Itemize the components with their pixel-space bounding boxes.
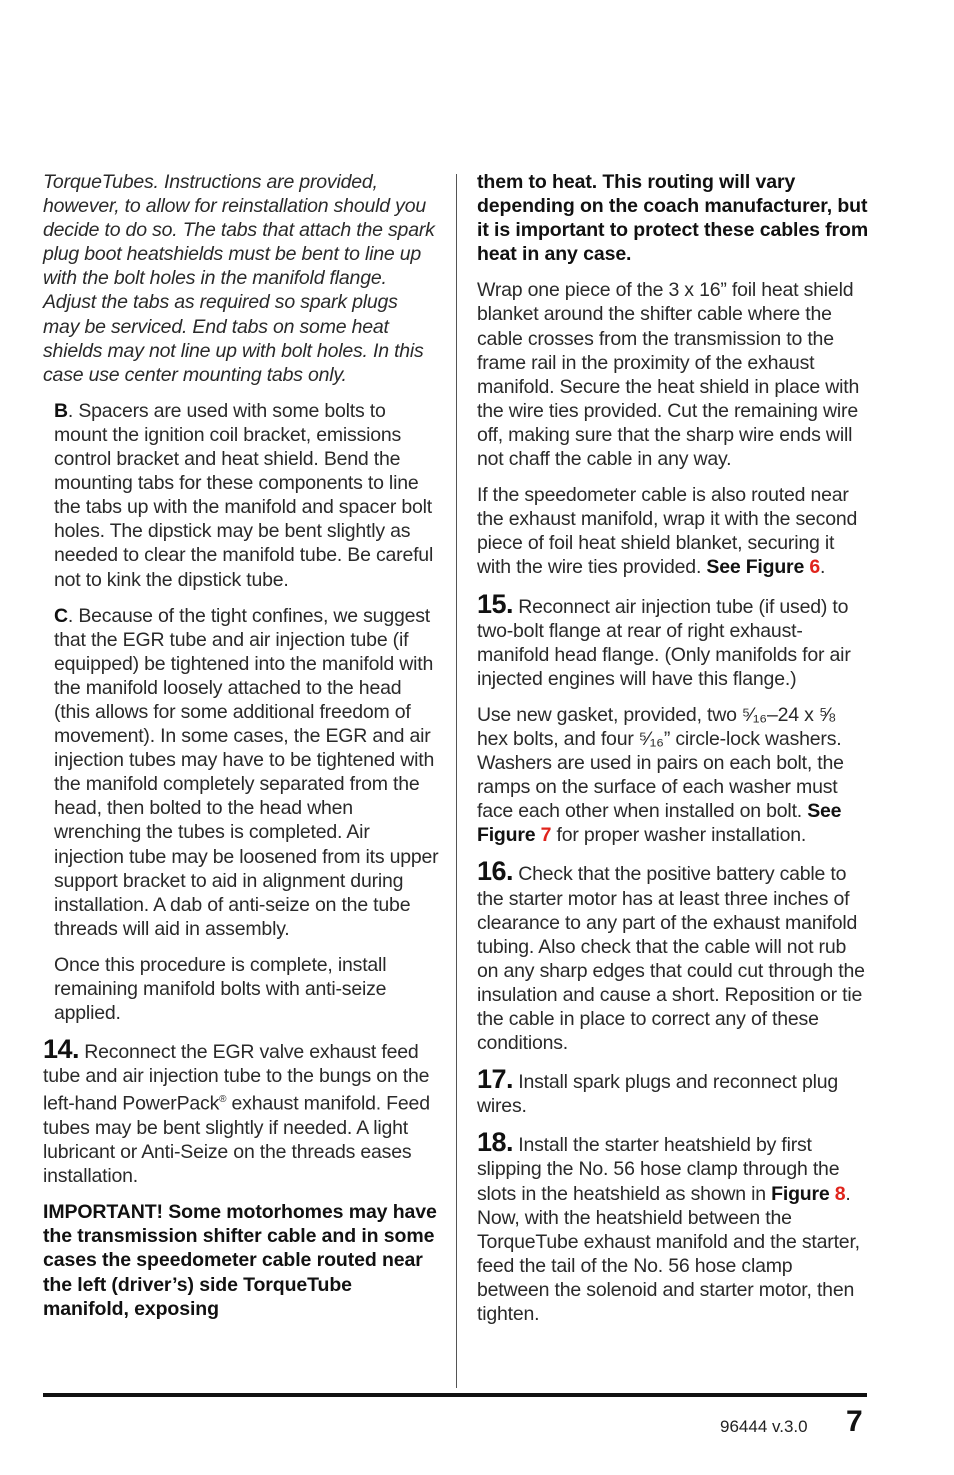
step-15-text: Reconnect air injection tube (if used) to two-bolt flange at rear of right exhaust-manifold head flange. (Only manifolds for air injected engines will have this flange.) <box>477 595 851 690</box>
step-17-text: Install spark plugs and reconnect plug wires. <box>477 1071 839 1118</box>
gasket-text: Use new gasket, provided, two ⁵⁄₁₆–24 x ⅝ hex bolts, and four ⁵⁄₁₆” circle-lock washers. Washers are used in pairs on each bolt, the ramps on the surface of each washer must face each other when installed on bolt. <box>477 703 844 823</box>
wrap-paragraph: Wrap one piece of the 3 x 16” foil heat shield blanket around the shifter cable where the cable crosses from the transmission to the frame rail in the proximity of the exhaust manifold. Secure the heat shield in place with the wire ties provided. Cut the remaining wire off, making sure that the sharp wire ends will not chaff the cable in any way. <box>477 279 860 471</box>
step-18-paragraph <box>477 1127 869 1326</box>
important-notice-continued: them to heat. This routing will vary depending on the coach manufacturer, but it is important to protect these cables from heat in any case. <box>477 171 869 266</box>
step-14-paragraph <box>43 1034 439 1188</box>
right-column <box>477 170 869 1338</box>
registered-mark: ® <box>219 1094 227 1106</box>
once-paragraph: Once this procedure is complete, install remaining manifold bolts with anti-seize applied. <box>54 953 387 1025</box>
gasket-end: for proper washer installation. <box>551 824 807 847</box>
step-c-label: C <box>54 604 68 627</box>
footer-rule <box>43 1393 867 1397</box>
speedometer-end: . <box>819 556 826 579</box>
step-17-paragraph <box>477 1064 869 1118</box>
step-16-paragraph <box>477 856 869 1055</box>
step-c-paragraph <box>43 604 439 941</box>
step-14-text-b: exhaust manifold. Feed tubes may be bent slightly if needed. A light lubricant or Anti-Seize on the threads eases installation. <box>43 1092 430 1188</box>
see-figure-6-label: See Figure <box>706 556 810 579</box>
step-c-text: . Because of the tight confines, we suggest that the EGR tube and air injection tube (if equipped) be tightened into the manifold with the manifold loosely attached to the head (this allows for some additional freedom of movement). In some cases, the EGR and air injection tubes may have to be tightened with the manifold completely separated from the head, then bolted to the head when wrenching the tubes is completed. Air injection tube may be loosened from its upper support bracket to aid in alignment during installation. A dab of anti-seize on the tube threads will aid in assembly. <box>54 604 439 940</box>
figure-8-label: Figure <box>771 1182 835 1205</box>
speedometer-paragraph <box>477 483 869 579</box>
step-17-number: 17. <box>477 1064 514 1095</box>
column-divider <box>456 174 457 1388</box>
see-figure-7-label: See Figure <box>477 800 842 847</box>
step-b-paragraph <box>43 399 439 592</box>
step-18-text-a: Install the starter heatshield by first slipping the No. 56 hose clamp through the slots in the heatshield as shown in <box>477 1134 840 1205</box>
gasket-paragraph <box>477 703 869 848</box>
intro-paragraph: TorqueTubes. Instructions are provided, however, to allow for reinstallation should you decide to do so. The tabs that attach the spark plug boot heatshields must be bent to line up with the bolt holes in the manifold flange. Adjust the tabs as required so spark plugs may be serviced. End tabs on some heat shields may not line up with bolt holes. In this case use center mounting tabs only. <box>43 171 435 386</box>
page-number: 7 <box>846 1405 863 1438</box>
step-b-text: . Spacers are used with some bolts to mount the ignition coil bracket, emissions control bracket and heat shield. Bend the mounting tabs for these components to line the tabs up with the manifold and spacer bolt holes. The dipstick may be bent slightly as needed to clear the manifold tube. Be careful not to kink the dipstick tube. <box>54 399 434 591</box>
left-column <box>43 170 439 1333</box>
step-16-text: Check that the positive battery cable to the starter motor has at least three inches of clearance to any part of the exhaust manifold tubing. Also check that the cable will not rub on any sharp edges that could cut through the insulation and cause a short. Reposition or tie the cable in place to correct any of these conditions. <box>477 863 865 1055</box>
step-14-number: 14. <box>43 1034 80 1065</box>
step-18-text-b: . Now, with the heatshield between the TorqueTube exhaust manifold and the starter, feed the tail of the No. 56 hose clamp between the solenoid and starter motor, then tighten. <box>477 1182 860 1326</box>
step-16-number: 16. <box>477 856 514 887</box>
speedometer-text: If the speedometer cable is also routed near the exhaust manifold, wrap it with the second piece of foil heat shield blanket, securing it with the wire ties provided. <box>477 484 858 579</box>
step-15-paragraph <box>477 588 869 691</box>
important-notice: IMPORTANT! Some motorhomes may have the transmission shifter cable and in some cases the speedometer cable routed near the left (driver’s) side TorqueTube manifold, exposing <box>43 1201 437 1320</box>
step-18-number: 18. <box>477 1127 514 1158</box>
step-b-label: B <box>54 399 68 422</box>
figure-7-link[interactable]: 7 <box>540 824 552 847</box>
step-15-number: 15. <box>477 588 514 619</box>
figure-6-link[interactable]: 6 <box>809 556 820 579</box>
step-14-text-a: Reconnect the EGR valve exhaust feed tube and air injection tube to the bungs on the left-hand PowerPack <box>43 1041 430 1115</box>
document-number: 96444 v.3.0 <box>720 1417 808 1436</box>
figure-8-link[interactable]: 8 <box>834 1182 846 1205</box>
